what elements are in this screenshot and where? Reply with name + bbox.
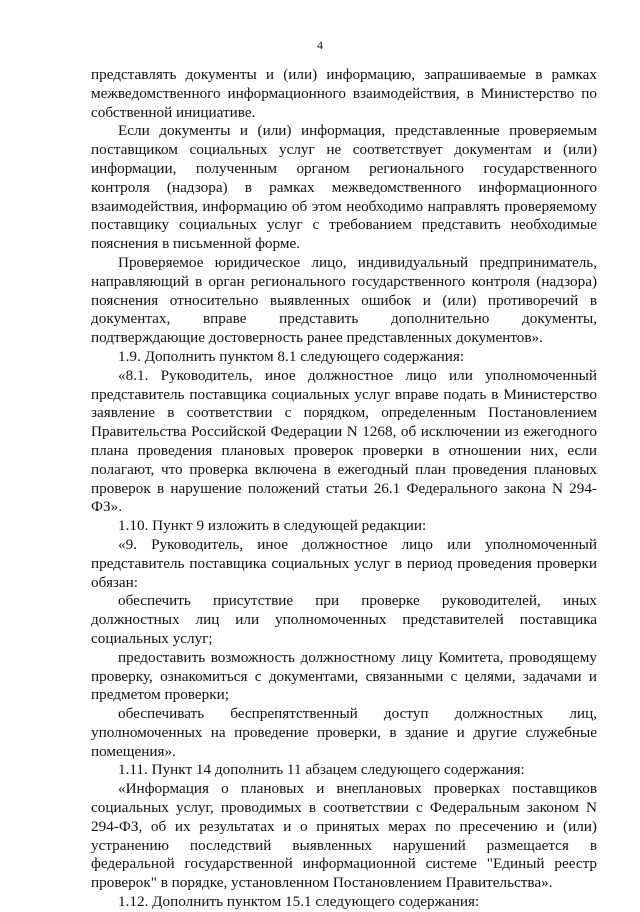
page-number: 4	[317, 38, 323, 52]
paragraph: «8.1. Руководитель, иное должностное лицо или уполномоченный представитель поставщика социальных услуг вправе подать в Министерство заявление в соответствии с порядком, определенным Постановлением Правительства Российской Федерации N 1268, об исключении из ежегодного плана проведения плановых проверок проверки в отношении них, если полагают, что проверка включена в ежегодный план проведения плановых проверок в нарушение положений статьи 26.1 Федерального закона N 294-ФЗ».	[91, 366, 597, 516]
paragraph: «9. Руководитель, иное должностное лицо или уполномоченный представитель поставщика социальных услуг в период проведения проверки обязан:	[91, 535, 597, 591]
paragraph: Если документы и (или) информация, представленные проверяемым поставщиком социальных услуг не соответствует документам и (или) информации, полученным органом регионального государственного контроля (надзора) в рамках межведомственного информационного взаимодействия, информацию об этом необходимо направлять проверяемому поставщику социальных услуг с требованием представить необходимые пояснения в письменной форме.	[91, 122, 597, 253]
amendment-item-1-12: 1.12. Дополнить пунктом 15.1 следующего содержания:	[118, 893, 480, 911]
amendment-item-1-9: 1.9. Дополнить пунктом 8.1 следующего содержания:	[118, 347, 465, 365]
amendment-item-1-10: 1.10. Пункт 9 изложить в следующей редакции:	[118, 517, 427, 535]
document-body	[91, 66, 597, 912]
list-paragraph: предоставить возможность должностному лицу Комитета, проводящему проверку, ознакомиться с документами, связанными с целями, задачами и предметом проверки;	[91, 648, 597, 704]
paragraph-continuation: представлять документы и (или) информацию, запрашиваемые в рамках межведомственного информационного взаимодействия, в Министерство по собственной инициативе.	[91, 66, 597, 121]
amendment-item-1-11: 1.11. Пункт 14 дополнить 11 абзацем следующего содержания:	[118, 761, 525, 779]
list-paragraph: обеспечить присутствие при проверке руководителей, иных должностных лиц или уполномоченных представителей поставщика социальных услуг;	[91, 592, 597, 647]
paragraph: «Информация о плановых и внеплановых проверках поставщиков социальных услуг, проводимых в соответствии с Федеральным законом N 294-ФЗ, об их результатах и о принятых мерах по пресечению и (или) устранению последствий выявленных нарушений размещается в федеральной государственной информационной системе "Единый реестр проверок" в порядке, установленном Постановлением Правительства».	[91, 780, 597, 892]
list-paragraph: обеспечивать беспрепятственный доступ должностных лиц, уполномоченных на проведение проверки, в здание и другие служебные помещения».	[91, 705, 597, 760]
paragraph: Проверяемое юридическое лицо, индивидуальный предприниматель, направляющий в орган регионального государственного контроля (надзора) пояснения относительно выявленных ошибок и (или) противоречий в документах, вправе представить дополнительно документы, подтверждающие достоверность ранее представленных документов».	[91, 253, 597, 347]
